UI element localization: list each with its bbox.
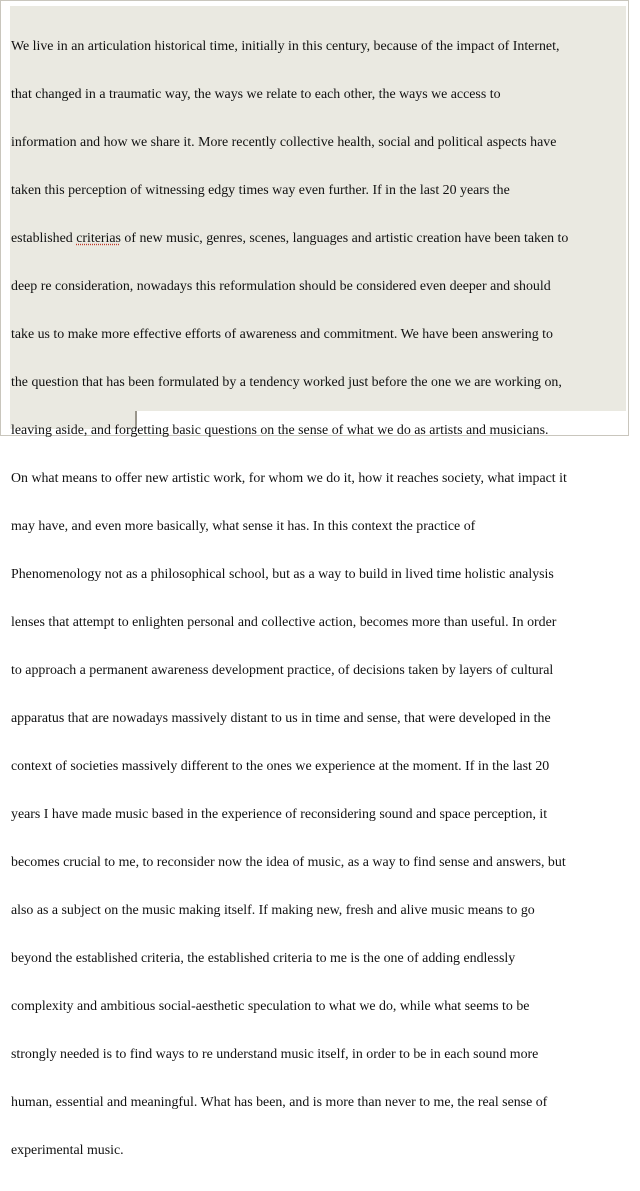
paragraph-text[interactable]: [11, 7, 629, 1191]
text-line: apparatus that are nowadays massively distant to us in time and sense, that were developed in the: [11, 711, 551, 726]
text-line-last: experimental music.: [11, 1143, 124, 1158]
text-line: On what means to offer new artistic work, for whom we do it, how it reaches society, what impact it: [11, 471, 567, 486]
text-line: strongly needed is to find ways to re understand music itself, in order to be in each sound more: [11, 1047, 539, 1062]
text-line: to approach a permanent awareness development practice, of decisions taken by layers of cultural: [11, 663, 554, 678]
text-line: information and how we share it. More recently collective health, social and political aspects have: [11, 135, 557, 150]
text-line-with-spelling-mark: established criterias of new music, genres, scenes, languages and artistic creation have been taken to: [11, 231, 569, 246]
text-line: take us to make more effective efforts of awareness and commitment. We have been answering to: [11, 327, 553, 342]
text-line: We live in an articulation historical time, initially in this century, because of the impact of Internet,: [11, 39, 560, 54]
text-line: the question that has been formulated by a tendency worked just before the one we are working on,: [11, 375, 562, 390]
text-line: years I have made music based in the experience of reconsidering sound and space perception, it: [11, 807, 548, 822]
text-line: context of societies massively different to the ones we experience at the moment. If in the last 20: [11, 759, 550, 774]
text-line: that changed in a traumatic way, the ways we relate to each other, the ways we access to: [11, 87, 501, 102]
text-line: also as a subject on the music making itself. If making new, fresh and alive music means to go: [11, 903, 535, 918]
text-line: taken this perception of witnessing edgy times way even further. If in the last 20 years the: [11, 183, 510, 198]
text-line: human, essential and meaningful. What has been, and is more than never to me, the real sense of: [11, 1095, 548, 1110]
text-line: may have, and even more basically, what sense it has. In this context the practice of: [11, 519, 476, 534]
text-line: lenses that attempt to enlighten personal and collective action, becomes more than useful. In order: [11, 615, 557, 630]
text-line: complexity and ambitious social-aesthetic speculation to what we do, while what seems to be: [11, 999, 530, 1014]
text-line: deep re consideration, nowadays this reformulation should be considered even deeper and should: [11, 279, 551, 294]
spelling-error-mark[interactable]: criterias: [76, 231, 121, 246]
text-line: becomes crucial to me, to reconsider now the idea of music, as a way to find sense and answers, but: [11, 855, 566, 870]
text-line: leaving aside, and forgetting basic questions on the sense of what we do as artists and musicians.: [11, 423, 549, 438]
text-line: Phenomenology not as a philosophical school, but as a way to build in lived time holistic analysis: [11, 567, 554, 582]
text-line: beyond the established criteria, the established criteria to me is the one of adding endlessly: [11, 951, 516, 966]
